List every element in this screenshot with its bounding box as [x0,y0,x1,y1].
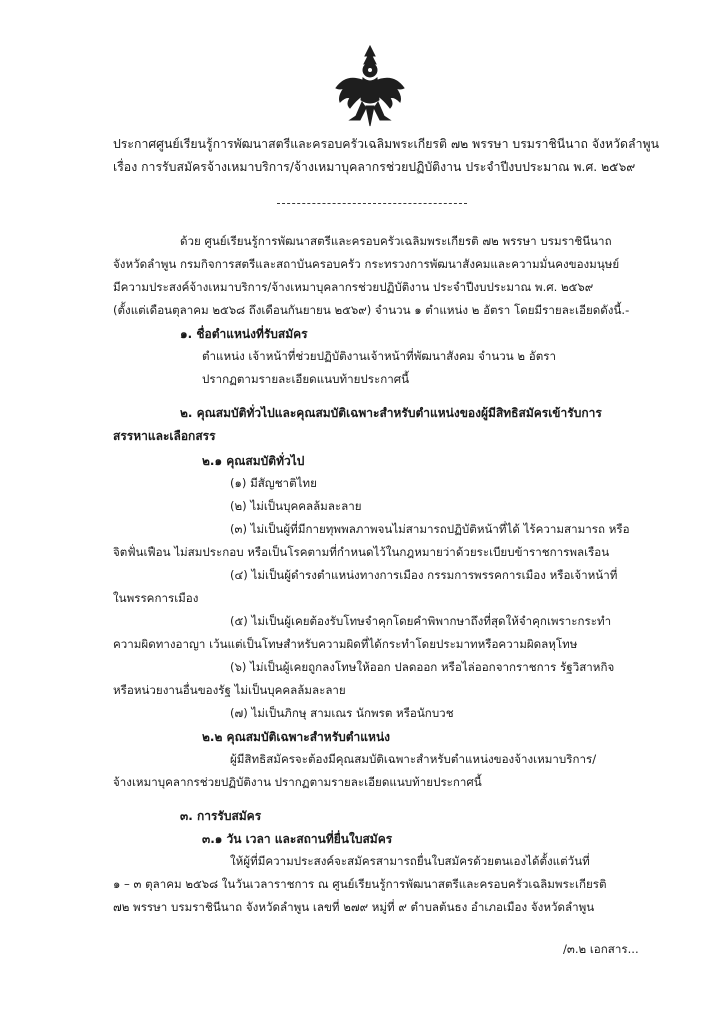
intro-paragraph-line: จังหวัดลำพูน กรมกิจการสตรีและสถาบันครอบครัว กระทรวงการพัฒนาสังคมและความมั่นคงของมนุษย์ [113,257,620,271]
application-detail-line: ๑ – ๓ ตุลาคม ๒๕๖๘ ในวันเวลาราชการ ณ ศูนย์เรียนรู้การพัฒนาสตรีและครอบครัวเฉลิมพระเกียรติ [113,877,607,891]
section-1-heading: ๑. ชื่อตำแหน่งที่รับสมัคร [180,327,308,341]
qualification-item: (๕) ไม่เป็นผู้เคยต้องรับโทษจำคุกโดยคำพิพากษาถึงที่สุดให้จำคุกเพราะกระทำ [230,614,612,628]
qualification-item: ความผิดทางอาญา เว้นแต่เป็นโทษสำหรับความผิดที่ได้กระทำโดยประมาทหรือความผิดลหุโทษ [113,637,578,651]
intro-paragraph-line: (ตั้งแต่เดือนตุลาคม ๒๕๖๘ ถึงเดือนกันยายน ๒๕๖๙) จำนวน ๑ ตำแหน่ง ๒ อัตรา โดยมีรายละเอียดดังนี้.- [113,303,630,317]
qualification-item: (๔) ไม่เป็นผู้ดำรงตำแหน่งทางการเมือง กรรมการพรรคการเมือง หรือเจ้าหน้าที่ [230,568,618,582]
qualification-item: (๖) ไม่เป็นผู้เคยถูกลงโทษให้ออก ปลดออก หรือไล่ออกจากราชการ รัฐวิสาหกิจ [230,660,615,674]
intro-paragraph-line: มีความประสงค์จ้างเหมาบริการ/จ้างเหมาบุคลากรช่วยปฏิบัติงาน ประจำปีงบประมาณ พ.ศ. ๒๕๖๙ [113,280,594,294]
section-2-2-heading: ๒.๒ คุณสมบัติเฉพาะสำหรับตำแหน่ง [202,730,391,744]
intro-paragraph-line: ด้วย ศูนย์เรียนรู้การพัฒนาสตรีและครอบครัวเฉลิมพระเกียรติ ๗๒ พรรษา บรมราชินีนาถ [180,234,612,248]
section-3-heading: ๓. การรับสมัคร [180,809,262,823]
continuation-note: /๓.๒ เอกสาร... [563,942,639,956]
section-2-heading: สรรหาและเลือกสรร [113,429,216,443]
qualification-item: หรือหน่วยงานอื่นของรัฐ ไม่เป็นบุคคลล้มละลาย [113,683,346,697]
section-2-1-heading: ๒.๑ คุณสมบัติทั่วไป [202,454,305,468]
specific-qualification-line: ผู้มีสิทธิสมัครจะต้องมีคุณสมบัติเฉพาะสำหรับตำแหน่งของจ้างเหมาบริการ/ [230,752,597,766]
position-line: ตำแหน่ง เจ้าหน้าที่ช่วยปฏิบัติงานเจ้าหน้าที่พัฒนาสังคม จำนวน ๒ อัตรา [202,349,556,363]
specific-qualification-line: จ้างเหมาบุคลากรช่วยปฏิบัติงาน ปรากฏตามรายละเอียดแนบท้ายประกาศนี้ [113,775,482,789]
application-detail-line: ๗๒ พรรษา บรมราชินีนาถ จังหวัดลำพูน เลขที่ ๒๗๙ หมู่ที่ ๙ ตำบลต้นธง อำเภอเมือง จังหวัดลำพูน [113,900,595,914]
qualification-item: จิตฟั่นเฟือน ไม่สมประกอบ หรือเป็นโรคตามที่กำหนดไว้ในกฎหมายว่าด้วยระเบียบข้าราชการพลเรือน [113,545,610,559]
subject-line: เรื่อง การรับสมัครจ้างเหมาบริการ/จ้างเหมาบุคลากรช่วยปฏิบัติงาน ประจำปีงบประมาณ พ.ศ. ๒๕๖๙ [113,160,636,174]
section-3-1-heading: ๓.๑ วัน เวลา และสถานที่ยื่นใบสมัคร [202,832,393,846]
qualification-item: (๑) มีสัญชาติไทย [230,476,317,490]
qualification-item: ในพรรคการเมือง [113,591,199,605]
announcement-title: ประกาศศูนย์เรียนรู้การพัฒนาสตรีและครอบครัวเฉลิมพระเกียรติ ๗๒ พรรษา บรมราชินีนาถ จังหวัดลำพูน [113,137,659,151]
position-line: ปรากฏตามรายละเอียดแนบท้ายประกาศนี้ [202,372,410,386]
qualification-item: (๓) ไม่เป็นผู้ที่มีกายทุพพลภาพจนไม่สามารถปฏิบัติหน้าที่ได้ ไร้ความสามารถ หรือ [230,522,630,536]
application-detail-line: ให้ผู้ที่มีความประสงค์จะสมัครสามารถยื่นใบสมัครด้วยตนเองได้ตั้งแต่วันที่ [230,854,590,868]
garuda-emblem-icon [332,44,408,128]
qualification-item: (๗) ไม่เป็นภิกษุ สามเณร นักพรต หรือนักบวช [230,706,454,720]
qualification-item: (๒) ไม่เป็นบุคคลล้มละลาย [230,499,362,513]
section-2-heading: ๒. คุณสมบัติทั่วไปและคุณสมบัติเฉพาะสำหรับตำแหน่งของผู้มีสิทธิสมัครเข้ารับการ [180,406,602,420]
header-divider [277,203,467,204]
